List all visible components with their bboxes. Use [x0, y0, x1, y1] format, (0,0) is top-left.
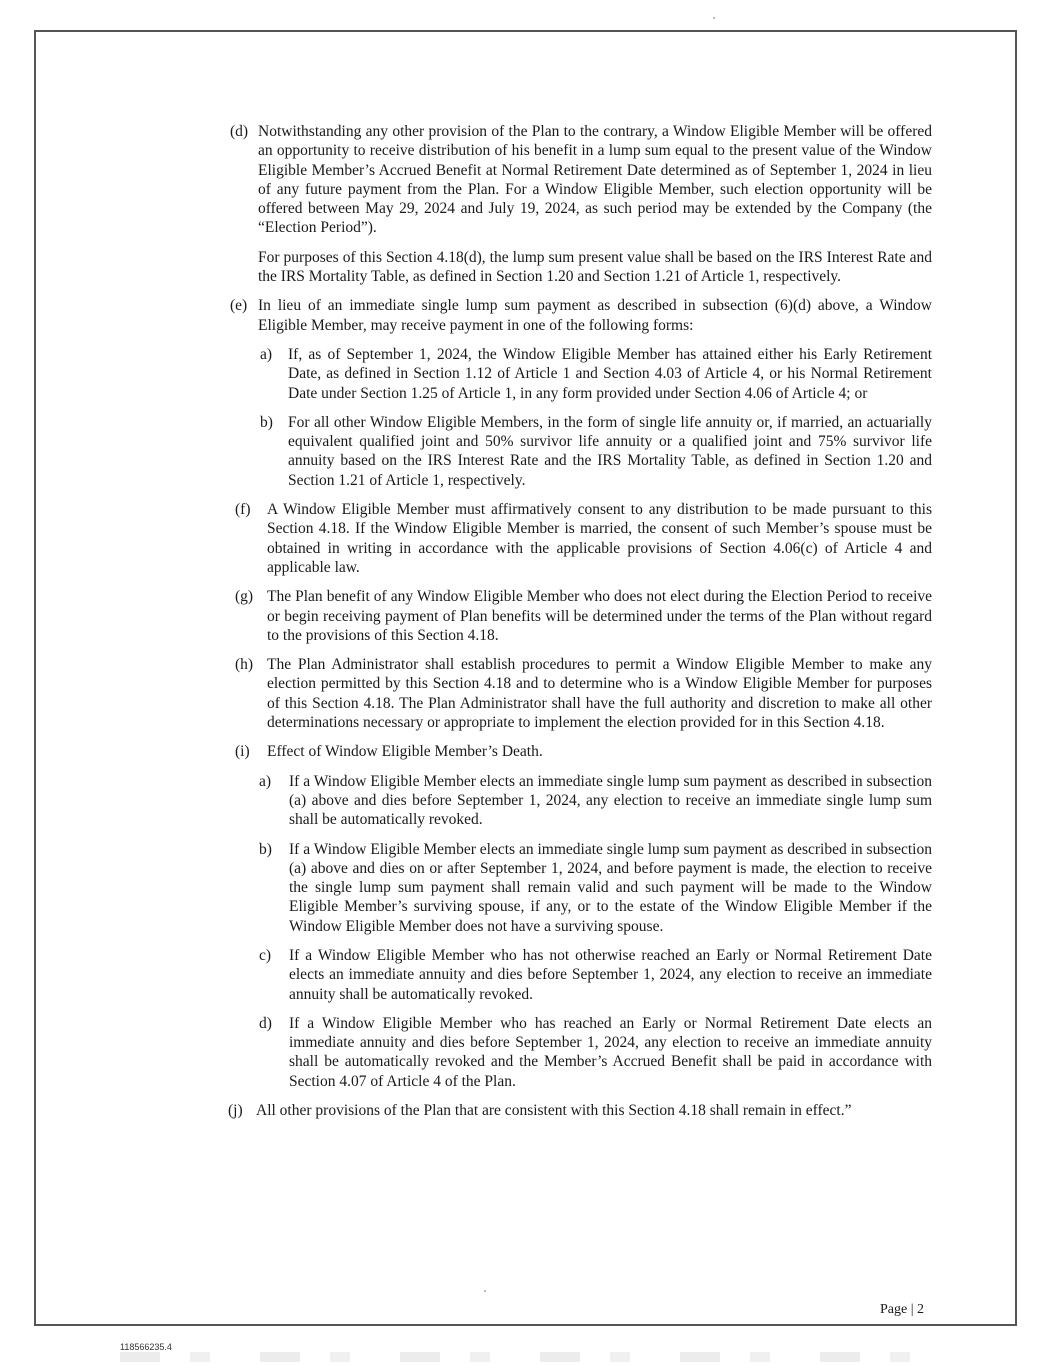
subsection-item: [260, 413, 932, 490]
section-g: [230, 587, 932, 645]
section-text: All other provisions of the Plan that are consistent with this Section 4.18 shall remain in effect.”: [256, 1102, 852, 1120]
subsection-item: [252, 840, 932, 936]
subsection-label: b): [259, 840, 272, 858]
document-body: [230, 122, 932, 1130]
section-text: A Window Eligible Member must affirmatively consent to any distribution to be made pursuant to this Section 4.18. If the Window Eligible Member is married, the consent of such Member’s spouse must be obtained in writing in accordance with the applicable provisions of Section 4.06(c) of Article 4 and applicable law.: [267, 501, 932, 576]
subsection-label: c): [259, 946, 272, 964]
page-number: Page | 2: [880, 1302, 925, 1317]
subsection-text: If, as of September 1, 2024, the Window Eligible Member has attained either his Early Retirement Date, as defined in Section 1.12 of Article 1 and Section 4.03 of Article 4, or his Normal Retirement Date under Section 1.25 of Article 1, in any form provided under Section 4.06 of Article 4; or: [288, 345, 932, 402]
section-text: In lieu of an immediate single lump sum payment as described in subsection (6)(d) above, a Window Eligible Member, may receive payment in one of the following forms:: [258, 297, 932, 334]
section-text: The Plan benefit of any Window Eligible Member who does not elect during the Election Period to receive or begin receiving payment of Plan benefits will be determined under the terms of the Plan without regard to the provisions of this Section 4.18.: [267, 588, 932, 644]
subsection-text: If a Window Eligible Member elects an immediate single lump sum payment as described in subsection (a) above and dies before September 1, 2024, any election to receive an immediate single lump sum shall be automatically revoked.: [289, 772, 932, 829]
section-label: (d): [230, 123, 249, 140]
section-label: (g): [235, 588, 254, 606]
section-label: (j): [228, 1102, 243, 1120]
subsection-item: [260, 345, 932, 403]
section-text: Effect of Window Eligible Member’s Death.: [267, 743, 543, 761]
scan-artifact: [120, 1352, 940, 1362]
section-label: (f): [235, 501, 251, 519]
section-label: (h): [235, 656, 254, 674]
section-i: [230, 742, 932, 1091]
subsection-item: [252, 772, 932, 830]
section-label: (i): [235, 743, 250, 761]
section-e: [230, 296, 932, 490]
section-f: [230, 500, 932, 577]
subsection-label: d): [259, 1014, 272, 1032]
section-j: [228, 1101, 932, 1120]
section-text: Notwithstanding any other provision of the Plan to the contrary, a Window Eligible Member will be offered an opportunity to receive distribution of his benefit in a lump sum equal to the present value of the Window Eligible Member’s Accrued Benefit at Normal Retirement Date determined as of September 1, 2024 in lieu of any future payment from the Plan. For a Window Eligible Member, such election opportunity will be offered between May 29, 2024 and July 19, 2024, as such period may be extended by the Company (the “Election Period”).: [258, 123, 932, 237]
subsection-text: If a Window Eligible Member who has not otherwise reached an Early or Normal Retirement Date elects an immediate annuity and dies before September 1, 2024, any election to receive an immediate annuity shall be automatically revoked.: [289, 946, 932, 1003]
scan-mark: [484, 1290, 486, 1292]
subsection-text: If a Window Eligible Member elects an immediate single lump sum payment as described in subsection (a) above and dies on or after September 1, 2024, and before payment is made, the election to receive the single lump sum payment shall remain valid and such payment will be made to the Window Eligible Member’s surviving spouse, if any, or to the estate of the Window Eligible Member if the Window Eligible Member does not have a surviving spouse.: [289, 840, 932, 935]
section-label: (e): [230, 297, 248, 315]
subsection-label: a): [260, 345, 273, 363]
subsection-item: [252, 1014, 932, 1091]
scan-mark: [713, 17, 715, 19]
subsection-label: b): [260, 413, 273, 431]
subsection-item: [252, 946, 932, 1004]
document-id: 118566235.4: [120, 1342, 172, 1352]
subsection-label: a): [259, 772, 272, 790]
subsection-text: If a Window Eligible Member who has reached an Early or Normal Retirement Date elects an immediate annuity and dies before September 1, 2024, any election to receive an immediate annuity shall be automatically revoked and the Member’s Accrued Benefit shall be paid in accordance with Section 4.07 of Article 4 of the Plan.: [289, 1014, 932, 1090]
section-text-continued: For purposes of this Section 4.18(d), the lump sum present value shall be based on the IRS Interest Rate and the IRS Mortality Table, as defined in Section 1.20 and Section 1.21 of Article 1, respectively.: [258, 248, 932, 286]
section-text: The Plan Administrator shall establish procedures to permit a Window Eligible Member to make any election permitted by this Section 4.18 and to determine who is a Window Eligible Member for purposes of this Section 4.18. The Plan Administrator shall have the full authority and discretion to make all other determinations necessary or appropriate to implement the election provided for in this Section 4.18.: [267, 656, 932, 732]
section-h: [230, 655, 932, 732]
section-d: [230, 122, 932, 286]
subsection-text: For all other Window Eligible Members, in the form of single life annuity or, if married, an actuarially equivalent qualified joint and 50% survivor life annuity or a qualified joint and 75% survivor life annuity based on the IRS Interest Rate and the IRS Mortality Table, as defined in Section 1.20 and Section 1.21 of Article 1, respectively.: [288, 413, 932, 489]
